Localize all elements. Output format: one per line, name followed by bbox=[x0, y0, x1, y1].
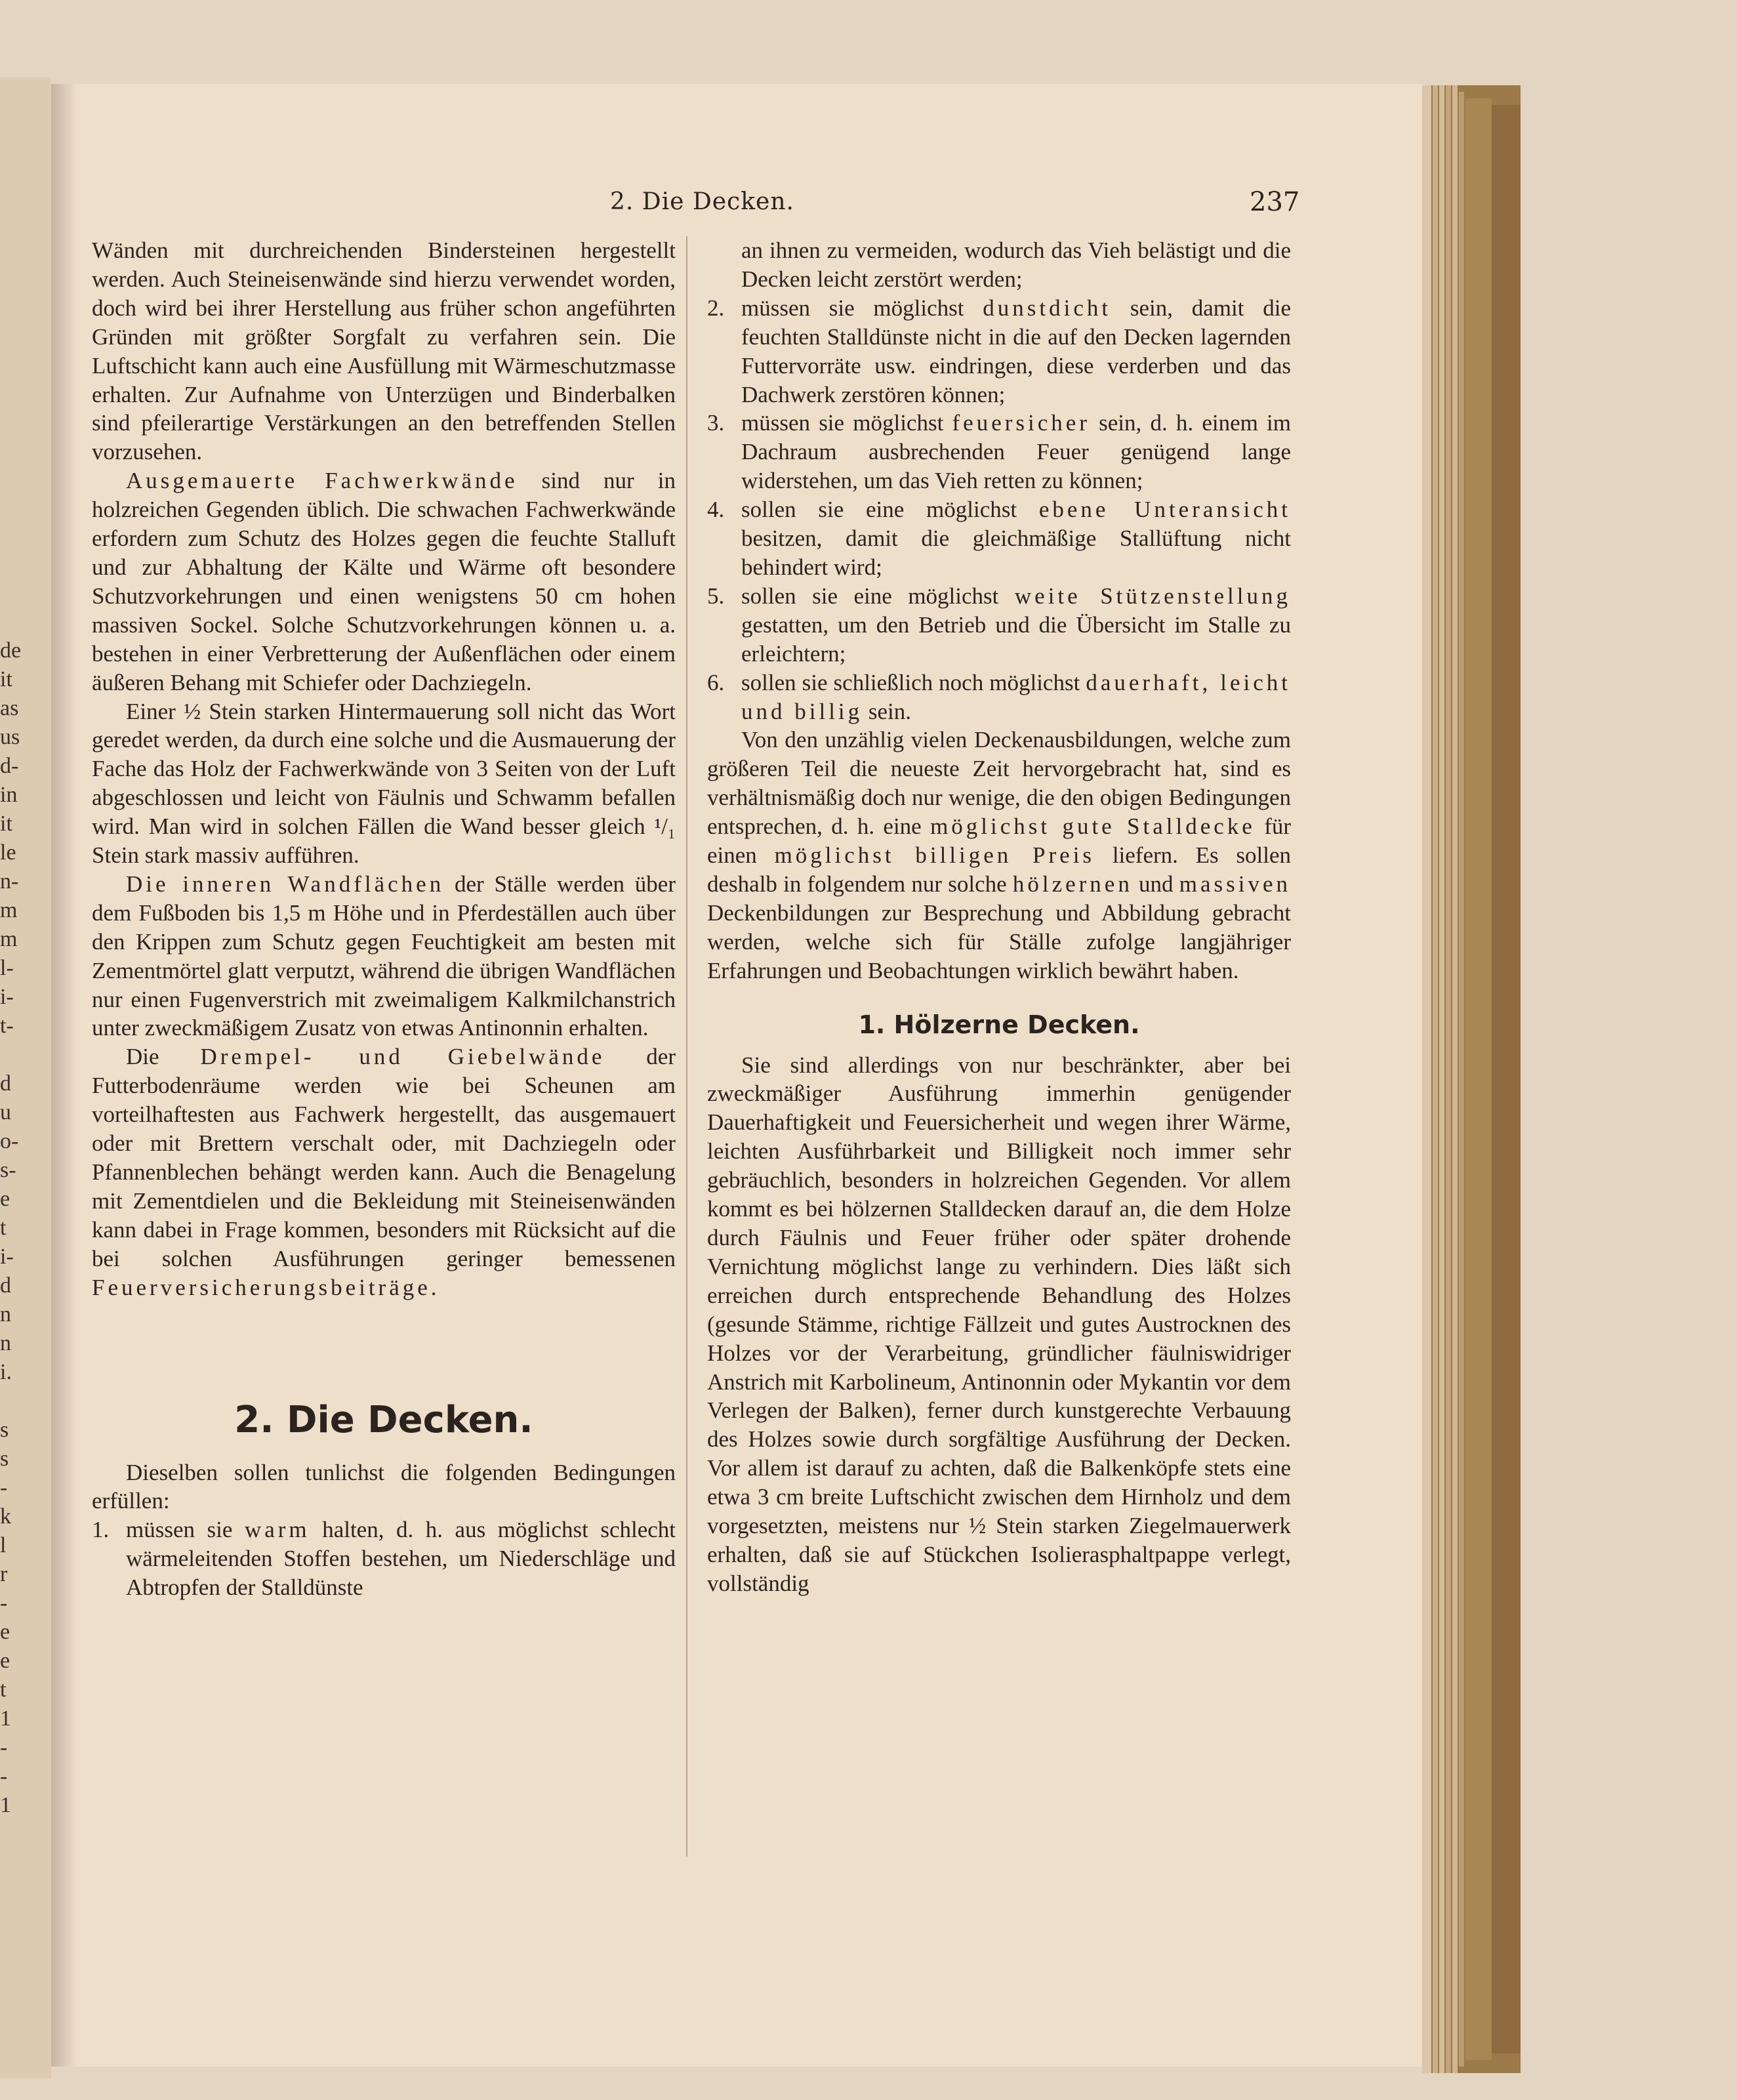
spacer bbox=[92, 1302, 676, 1394]
list-number: 6. bbox=[707, 669, 725, 695]
page-number: 237 bbox=[1250, 187, 1300, 217]
paragraph-text: Die bbox=[126, 1044, 201, 1070]
paragraph bbox=[92, 1042, 676, 1302]
margin-fragment: m bbox=[0, 898, 18, 922]
spaced-term: feuersicher bbox=[952, 410, 1090, 436]
paragraph bbox=[707, 726, 1291, 985]
spaced-term: Die inneren Wandflächen bbox=[126, 871, 445, 897]
margin-fragment: n bbox=[0, 1302, 11, 1327]
margin-fragment: 1 bbox=[0, 1793, 11, 1817]
margin-fragment: as bbox=[0, 696, 19, 720]
margin-fragment: d bbox=[0, 1071, 11, 1096]
paragraph-text: der Ställe werden über dem Fußboden bis 1,5 m Höhe und in Pferdeställen auch über den Krippen zum Schutz gegen Feuchtigkeit am besten mit Zementmörtel glatt verputzt, während die übrigen Wandflächen nur einen Fugenverstrich mit zweimaligem Kalkmilchanstrich unter zweckmäßigem Zusatz von etwas Antinonnin erhalten. bbox=[92, 871, 676, 1041]
margin-fragment: u bbox=[0, 1100, 11, 1124]
facing-page-margin-fragments bbox=[0, 636, 21, 1820]
margin-fragment: us bbox=[0, 725, 20, 749]
margin-fragment: i- bbox=[0, 985, 14, 1009]
spaced-term: weite Stützenstellung bbox=[1014, 583, 1292, 609]
item-text: müssen sie möglichst bbox=[741, 295, 983, 321]
item-text: müssen sie bbox=[126, 1517, 245, 1543]
spaced-term: Feuerversicherungsbeiträge. bbox=[92, 1274, 440, 1300]
list-item bbox=[707, 582, 1291, 669]
margin-fragment: n bbox=[0, 1331, 11, 1355]
list-item bbox=[707, 409, 1291, 495]
right-column bbox=[707, 236, 1291, 1598]
list-item bbox=[707, 294, 1291, 409]
margin-fragment: t bbox=[0, 1216, 7, 1240]
margin-fragment: r bbox=[0, 1562, 8, 1586]
margin-fragment: it bbox=[0, 667, 12, 691]
paragraph-text: und bbox=[1132, 871, 1179, 897]
list-number: 3. bbox=[707, 410, 725, 436]
spaced-term: dauerhaft, leicht und billig bbox=[741, 669, 1291, 724]
margin-fragment: l- bbox=[0, 956, 14, 980]
margin-fragment: in bbox=[0, 783, 18, 807]
subsection-heading: 1. Hölzerne Decken. bbox=[858, 1010, 1140, 1039]
margin-fragment: i- bbox=[0, 1245, 14, 1269]
paragraph-text: Deckenbildungen zur Besprechung und Abbildung gebracht werden, welche sich für Ställe zufolge langjähriger Erfahrungen und Beobachtungen wirklich bewährt haben. bbox=[707, 899, 1291, 983]
list-number: 2. bbox=[707, 295, 725, 321]
paragraph-text: Von den unzählig vielen Deckenausbildungen, welche zum größeren Teil die neueste Zeit hervorgebracht hat, sind es verhältnismäßig doch nur wenige, die den obigen Bedingungen entsprechen, d. h. eine bbox=[707, 727, 1291, 840]
spaced-term: Ausgemauerte Fachwerkwände bbox=[126, 468, 518, 494]
paragraph-text: für einen bbox=[707, 813, 1291, 869]
list-item bbox=[707, 669, 1291, 726]
spaced-term: möglichst billigen Preis bbox=[774, 842, 1095, 869]
margin-fragment: t bbox=[0, 1678, 7, 1702]
left-column bbox=[92, 236, 676, 1602]
page-gutter-shadow bbox=[51, 84, 77, 2067]
item-text: sein. bbox=[863, 698, 912, 724]
section-heading: 2. Die Decken. bbox=[234, 1398, 533, 1441]
margin-fragment: e bbox=[0, 1649, 10, 1673]
margin-fragment: d- bbox=[0, 754, 19, 778]
margin-fragment: t- bbox=[0, 1014, 14, 1038]
paragraph-text: sind nur in holzreichen Gegenden üblich. Die schwachen Fachwerkwände erfordern zum Schutz des Holzes gegen die feuchte Stalluft und zur Abhaltung der Kälte und Wärme oft besondere Schutzvorkehrungen und einen wenigstens 50 cm hohen massiven Sockel. Solche Schutzvorkehrungen können u. a. bestehen in einer Verbretterung der Außenflächen oder einem äußeren Behang mit Schiefer oder Dachziegeln. bbox=[92, 468, 676, 695]
paragraph-text: der Futterbodenräume werden wie bei Scheunen am vorteilhaftesten aus Fachwerk hergestellt, das ausgemauert oder mit Brettern verschalt oder, mit Dachziegeln oder Pfannenblechen behängt werden kann. Auch die Benagelung mit Zementdielen und die Bekleidung mit Steineisenwänden kann dabei in Frage kommen, besonders mit Rücksicht auf die bei solchen Ausführungen geringer bemessenen bbox=[92, 1044, 676, 1271]
item-text: sein, d. h. einem im Dachraum ausbrechenden Feuer genügend lange widerstehen, um das Vieh retten zu können; bbox=[741, 410, 1291, 494]
margin-fragment: s bbox=[0, 1418, 9, 1442]
paragraph bbox=[92, 466, 676, 697]
margin-fragment bbox=[0, 1040, 21, 1069]
spaced-term: Drempel- und Giebelwände bbox=[200, 1044, 605, 1070]
conditions-list bbox=[92, 1515, 676, 1602]
item-text: sollen sie schließlich noch möglichst bbox=[741, 669, 1086, 695]
paragraph: Einer ½ Stein starken Hintermauerung soll nicht das Wort geredet werden, da durch eine solche und die Ausmauerung der Fache das Holz der Fachwerkwände von 3 Seiten von der Luft abgeschlossen und leicht von Fäulnis und Schwamm befallen wird. Man wird in solchen Fällen die Wand besser gleich ¹/₁ Stein stark massiv aufführen. bbox=[92, 698, 676, 869]
margin-fragment: o- bbox=[0, 1129, 19, 1153]
paragraph-text: liefern. Es sollen deshalb in folgendem nur solche bbox=[707, 842, 1292, 897]
margin-fragment: e bbox=[0, 1187, 10, 1211]
margin-fragment: le bbox=[0, 840, 16, 865]
item-text: sollen sie eine möglichst bbox=[741, 583, 1015, 609]
margin-fragment: k bbox=[0, 1504, 11, 1529]
item-text: sollen sie eine möglichst bbox=[741, 497, 1039, 523]
margin-fragment: s bbox=[0, 1447, 9, 1471]
list-number: 4. bbox=[707, 497, 725, 523]
list-number: 1. bbox=[92, 1517, 110, 1543]
paragraph: Sie sind allerdings von nur beschränkter, aber bei zweckmäßiger Ausführung immerhin genügender Dauerhaftigkeit und Feuersicherheit und wegen ihrer Wärme, leichten Ausführbarkeit und Billigkeit noch immer sehr gebräuchlich, besonders in holzreichen Gegenden. Vor allem kommt es bei hölzernen Stalldecken darauf an, die dem Holze durch Fäulnis und Feuer früher oder später drohende Vernichtung möglichst lange zu verhindern. Dies läßt sich erreichen durch entsprechende Behandlung des Holzes (gesunde Stämme, richtige Fällzeit und gutes Austrocknen des Holzes vor der Verarbeitung, gründlicher fäulniswidriger Anstrich mit Karbolineum, Antinonnin oder Mykantin vor dem Verlegen der Balken), ferner durch kunstgerechte Verbauung des Holzes sowie durch sorgfältige Ausführung der Decken. Vor allem ist darauf zu achten, daß die Balkenköpfe stets eine etwa 3 cm breite Luftschicht zwischen dem Hirnholz und dem vorgesetzten, meistens nur ½ Stein starken Ziegelmauerwerk erhalten, daß sie auf Stückchen Isolierasphaltpappe verlegt, vollständig bbox=[707, 1052, 1291, 1596]
column-divider bbox=[686, 236, 687, 1857]
item-text: gestatten, um den Betrieb und die Übersicht im Stalle zu erleichtern; bbox=[741, 611, 1291, 667]
margin-fragment: d bbox=[0, 1273, 11, 1298]
margin-fragment: - bbox=[0, 1591, 8, 1615]
margin-fragment: de bbox=[0, 638, 21, 663]
margin-fragment: - bbox=[0, 1764, 8, 1788]
margin-fragment: - bbox=[0, 1475, 8, 1500]
margin-fragment: m bbox=[0, 927, 18, 951]
list-item bbox=[707, 236, 1291, 294]
spaced-term: hölzernen bbox=[1012, 871, 1133, 897]
spaced-term: warm bbox=[244, 1517, 310, 1543]
paragraph: Wänden mit durchreichenden Bindersteinen hergestellt werden. Auch Steineisenwände sind hierzu verwendet worden, doch wird bei ihrer Herstellung aus früher schon angeführten Gründen mit größter Sorgfalt zu verfahren sein. Die Luftschicht kann auch eine Ausfüllung mit Wärmeschutzmasse erhalten. Zur Aufnahme von Unterzügen und Binderbalken sind pfeilerartige Verstärkungen an den betreffenden Stellen vorzusehen. bbox=[92, 237, 676, 465]
item-text: an ihnen zu vermeiden, wodurch das Vieh belästigt und die Decken leicht zerstört werden; bbox=[741, 237, 1291, 292]
margin-fragment: e bbox=[0, 1620, 10, 1644]
spaced-term: dunstdicht bbox=[983, 295, 1112, 321]
list-item bbox=[92, 1515, 676, 1602]
margin-fragment bbox=[0, 1387, 21, 1416]
paragraph bbox=[92, 870, 676, 1042]
spaced-term: massiven bbox=[1179, 871, 1291, 897]
margin-fragment: s- bbox=[0, 1158, 16, 1182]
item-text: besitzen, damit die gleichmäßige Stallüftung nicht behindert wird; bbox=[741, 525, 1291, 580]
conditions-list-continued bbox=[707, 236, 1291, 726]
margin-fragment: n- bbox=[0, 869, 19, 894]
spaced-term: möglichst gute Stalldecke bbox=[930, 813, 1256, 840]
list-item bbox=[707, 495, 1291, 582]
margin-fragment: 1 bbox=[0, 1706, 11, 1731]
paragraph: Dieselben sollen tunlichst die folgenden Bedingungen erfüllen: bbox=[92, 1459, 676, 1514]
running-title: 2. Die Decken. bbox=[610, 188, 794, 215]
item-text: müssen sie möglichst bbox=[741, 410, 952, 436]
margin-fragment: it bbox=[0, 812, 12, 836]
list-number: 5. bbox=[707, 583, 725, 609]
margin-fragment: - bbox=[0, 1735, 8, 1760]
margin-fragment: l bbox=[0, 1533, 7, 1557]
margin-fragment: i. bbox=[0, 1360, 12, 1384]
item-text: halten, d. h. aus möglichst schlecht wärmeleitenden Stoffen bestehen, um Niederschläge und Abtropfen der Stalldünste bbox=[126, 1517, 676, 1601]
spaced-term: ebene Unteransicht bbox=[1038, 497, 1292, 523]
item-text: sein, damit die feuchten Stalldünste nicht in die auf den Decken lagernden Futtervorräte usw. eindringen, diese verderben und das Dachwerk zerstören können; bbox=[741, 295, 1291, 407]
